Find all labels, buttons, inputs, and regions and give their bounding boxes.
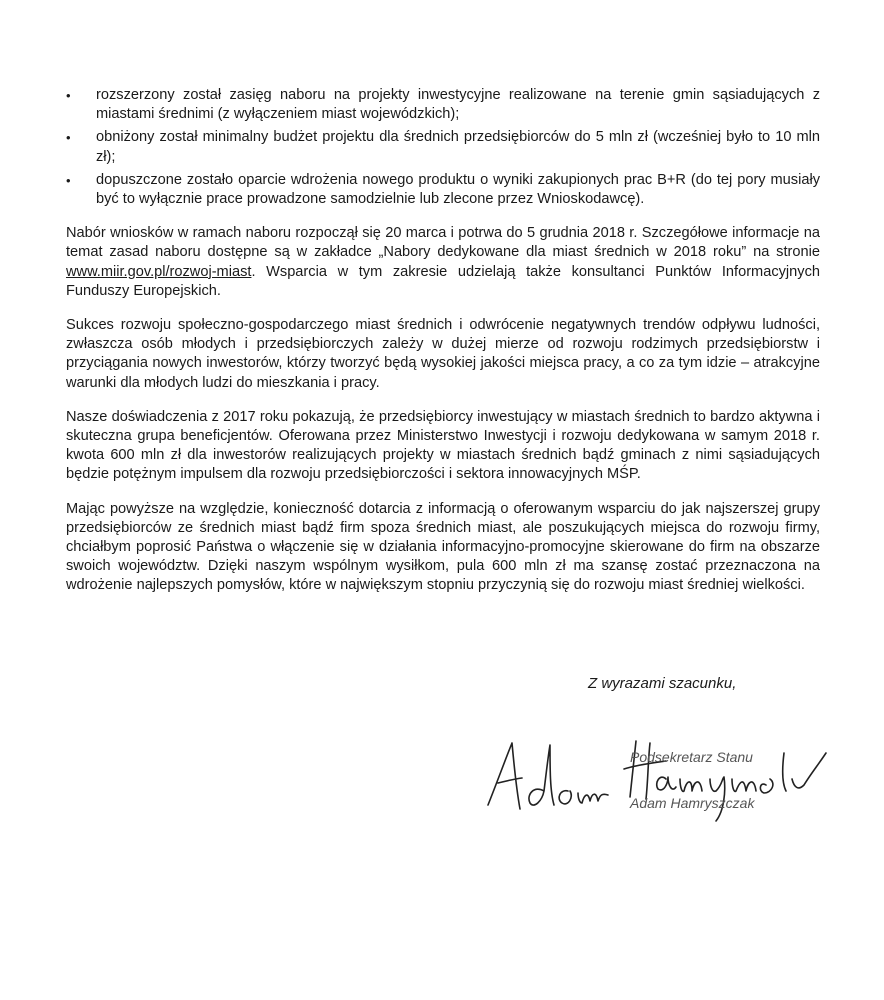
paragraph-request: Mając powyższe na względzie, konieczność dotarcia z informacją o oferowanym wsparciu do jak najszerszej grupy przedsiębiorców ze średnich miast bądź firm spoza średnich miast, ale poszukujących miejsca do rozwoju firmy, chciałbym poprosić Państwa o włączenie się w działania informacyjno-promocyjne skierowane do firm na obszarze swoich województw. Dzięki naszym wspólnym wysiłkom, pula 600 mln zł ma szansę zostać przeznaczona na wdrożenie najlepszych pomysłów, które w największym stopniu przyczynią się do rozwoju miast średniej wielkości. [66, 500, 820, 594]
letter-body [66, 86, 820, 596]
bullet-icon: • [66, 88, 71, 103]
signature-name: Adam Hamryszczak [630, 795, 755, 811]
paragraph-recruitment-text-end: . Wsparcia w tym zakresie udzielają także konsultanci Punktów Informacyjnych Funduszy Europejskich. [66, 263, 820, 299]
signature-block [470, 735, 850, 845]
paragraph-success: Sukces rozwoju społeczno-gospodarczego miast średnich i odwrócenie negatywnych trendów odpływu ludności, zwłaszcza osób młodych i przedsiębiorczych zależy w dużej mierze od rozwoju rodzimych przedsiębiorstw i przyciągania nowych inwestorów, którzy tworzyć będą wysokiej jakości miejsca pracy, a co za tym idzie – atrakcyjne warunki dla młodych ludzi do mieszkania i pracy. [66, 317, 820, 391]
list-item [66, 128, 820, 166]
bullet-list [66, 86, 820, 209]
paragraph-experience: Nasze doświadczenia z 2017 roku pokazują, że przedsiębiorcy inwestujący w miastach średnich to bardzo aktywna i skuteczna grupa beneficjentów. Oferowana przez Ministerstwo Inwestycji i rozwoju dedykowana w samym 2018 r. kwota 600 mln zł dla inwestorów realizujących projekty w miastach średnich bądź gminach z nimi sąsiadujących będzie potężnym impulsem dla rozwoju przedsiębiorczości i sektora innowacyjnych MŚP. [66, 408, 820, 483]
signature-title: Podsekretarz Stanu [630, 749, 753, 765]
bullet-text: dopuszczone zostało oparcie wdrożenia nowego produktu o wyniki zakupionych prac B+R (do tej pory musiały być to wyłącznie prace prowadzone samodzielnie lub zlecone przez Wnioskodawcę). [96, 171, 820, 208]
paragraph-recruitment-text: Nabór wniosków w ramach naboru rozpoczął się 20 marca i potrwa do 5 grudnia 2018 r. Szczegółowe informacje na temat zasad naboru dostępne są w zakładce „Nabory dedykowane dla miast średnich w 2018 roku” na stronie [66, 225, 820, 261]
website-link[interactable]: www.miir.gov.pl/rozwoj-miast [66, 263, 252, 280]
list-item [66, 86, 820, 124]
bullet-text: rozszerzony został zasięg naboru na projekty inwestycyjne realizowane na terenie gmin sąsiadujących z miastami średnimi (z wyłączeniem miast wojewódzkich); [96, 87, 820, 123]
list-item [66, 171, 820, 209]
closing-phrase: Z wyrazami szacunku, [588, 675, 737, 692]
bullet-icon: • [66, 130, 71, 146]
paragraph-recruitment [66, 224, 820, 301]
bullet-icon: • [66, 172, 71, 188]
bullet-text: obniżony został minimalny budżet projektu dla średnich przedsiębiorców do 5 mln zł (wcześniej było to 10 mln zł); [96, 129, 820, 165]
